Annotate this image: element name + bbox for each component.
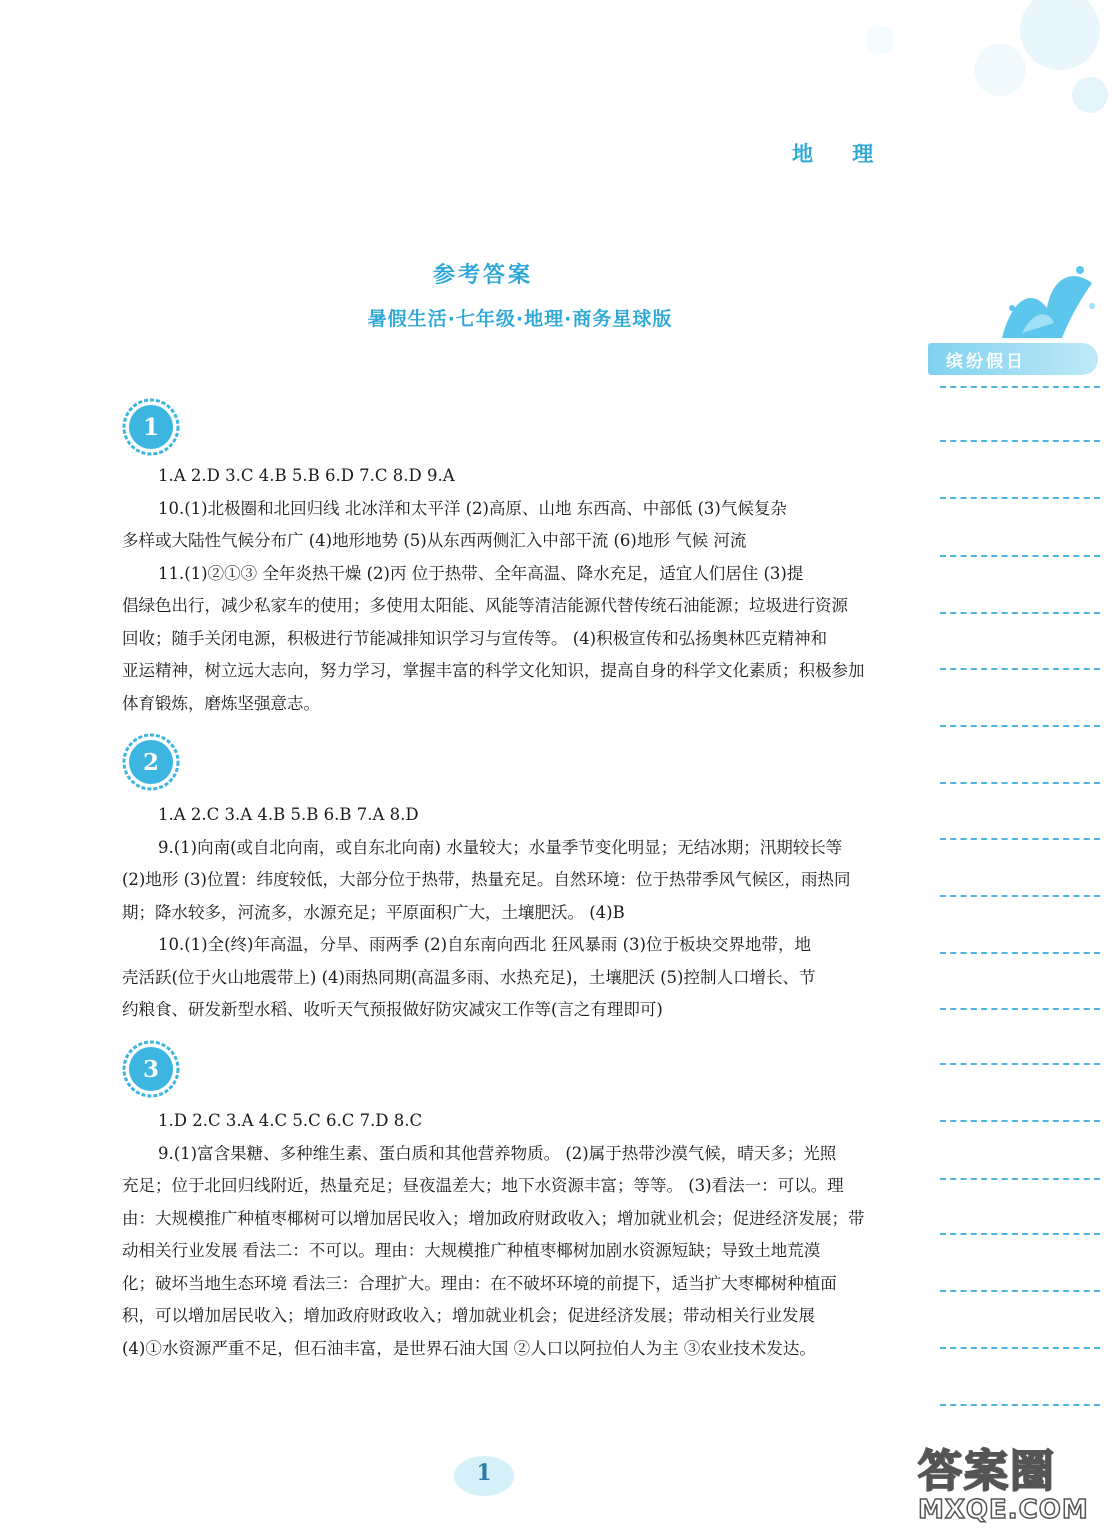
answer-line: 约粮食、研发新型水稻、收听天气预报做好防灾减灾工作等(言之有理即可) [122,1000,663,1019]
answer-line: (4)①水资源严重不足，但石油丰富，是世界石油大国 ②人口以阿拉伯人为主 ③农业技术发达。 [122,1338,816,1358]
dash-line [940,725,1100,727]
dash-line [940,782,1100,784]
answer-line: 1.D 2.C 3.A 4.C 5.C 6.C 7.D 8.C [158,1111,423,1130]
answer-line: 9.(1)向南(或自北向南，或自东北向南) 水量较大；水量季节变化明显；无结冰期；汛期较长等 [158,837,843,857]
section-badge-2 [122,733,180,791]
section-1-body [122,460,918,720]
section-badge-3 [122,1040,180,1098]
answer-line: 9.(1)富含果糖、多种维生素、蛋白质和其他营养物质。 (2)属于热带沙漠气候，晴天多；光照 [158,1143,837,1163]
answer-line: 亚运精神，树立远大志向，努力学习，掌握丰富的科学文化知识，提高自身的科学文化素质；积极参加 [122,661,865,680]
dash-line [940,1347,1100,1349]
corner-decoration [760,0,1115,130]
answer-line: 1.A 2.C 3.A 4.B 5.B 6.B 7.A 8.D [158,805,419,824]
page-number-text: 1 [476,1460,492,1486]
page-title: 参考答案 [432,263,533,288]
dash-line [940,440,1100,442]
dash-line [940,497,1100,499]
answer-line: 动相关行业发展 看法二：不可以。理由：大规模推广种植枣椰树加剧水资源短缺；导致土地荒漠 [122,1241,821,1260]
dash-line [940,612,1100,614]
dash-line [940,1008,1100,1010]
page-number [449,1452,519,1500]
answer-line: 化；破坏当地生态环境 看法三：合理扩大。理由：在不破坏环境的前提下，适当扩大枣椰树种植面 [122,1273,837,1293]
answer-line: 回收；随手关闭电源，积极进行节能减排知识学习与宣传等。 (4)积极宣传和弘扬奥林匹克精神和 [122,628,828,648]
dash-line [940,1178,1100,1180]
section-number: 3 [142,1056,160,1083]
answer-line: 体育锻炼，磨炼坚强意志。 [122,693,320,713]
dash-line [940,838,1100,840]
answer-line: 11.(1)②①③ 全年炎热干燥 (2)丙 位于热带、全年高温、降水充足，适宜人们居住 (3)提 [158,563,804,583]
section-3-body [122,1105,918,1365]
page-subtitle: 暑假生活·七年级·地理·商务星球版 [367,308,673,330]
side-banner [928,343,1098,375]
subject-label: 地 理 [792,142,890,166]
answer-line: 积，可以增加居民收入；增加政府财政收入；增加就业机会；促进经济发展；带动相关行业发展 [122,1306,815,1325]
splash-icon [992,258,1102,348]
watermark-url: MXQE.COM [918,1495,1089,1525]
side-banner-label: 缤纷假日 [946,352,1026,372]
answer-line: 充足；位于北回归线附近，热量充足；昼夜温差大；地下水资源丰富；等等。 (3)看法一：可以。理 [122,1176,844,1195]
answer-line: 由：大规模推广种植枣椰树可以增加居民收入；增加政府财政收入；增加就业机会；促进经济发展；带 [122,1208,865,1228]
dash-line [940,555,1100,557]
dash-line [940,386,1100,388]
section-2-body [122,799,918,1027]
dash-line [940,1120,1100,1122]
dash-line [940,668,1100,670]
answer-line: 10.(1)全(终)年高温，分旱、雨两季 (2)自东南向西北 狂风暴雨 (3)位于板块交界地带，地 [158,935,811,954]
watermark-title: 答案圈 [918,1446,1056,1497]
answer-line: (2)地形 (3)位置：纬度较低，大部分位于热带，热量充足。自然环境：位于热带季风气候区，雨热同 [122,870,851,889]
watermark [918,1435,1103,1530]
answer-line: 1.A 2.D 3.C 4.B 5.B 6.D 7.C 8.D 9.A [158,466,455,485]
section-number: 1 [142,414,160,441]
dash-line [940,1233,1100,1235]
dash-line [940,1063,1100,1065]
answer-line: 10.(1)北极圈和北回归线 北冰洋和太平洋 (2)高原、山地 东西高、中部低 (3)气候复杂 [158,498,787,518]
dash-line [940,1290,1100,1292]
section-number: 2 [142,749,160,776]
answer-line: 壳活跃(位于火山地震带上) (4)雨热同期(高温多雨、水热充足)，土壤肥沃 (5)控制人口增长、节 [122,967,816,987]
answer-line: 多样或大陆性气候分布广 (4)地形地势 (5)从东西两侧汇入中部干流 (6)地形 气候 河流 [122,531,747,550]
dash-line [940,952,1100,954]
section-badge-1 [122,398,180,456]
dash-line [940,1404,1100,1406]
dash-line [940,895,1100,897]
answer-line: 倡绿色出行，减少私家车的使用；多使用太阳能、风能等清洁能源代替传统石油能源；垃圾进行资源 [122,596,848,615]
answer-line: 期；降水较多，河流多，水源充足；平原面积广大，土壤肥沃。 (4)B [122,902,625,922]
